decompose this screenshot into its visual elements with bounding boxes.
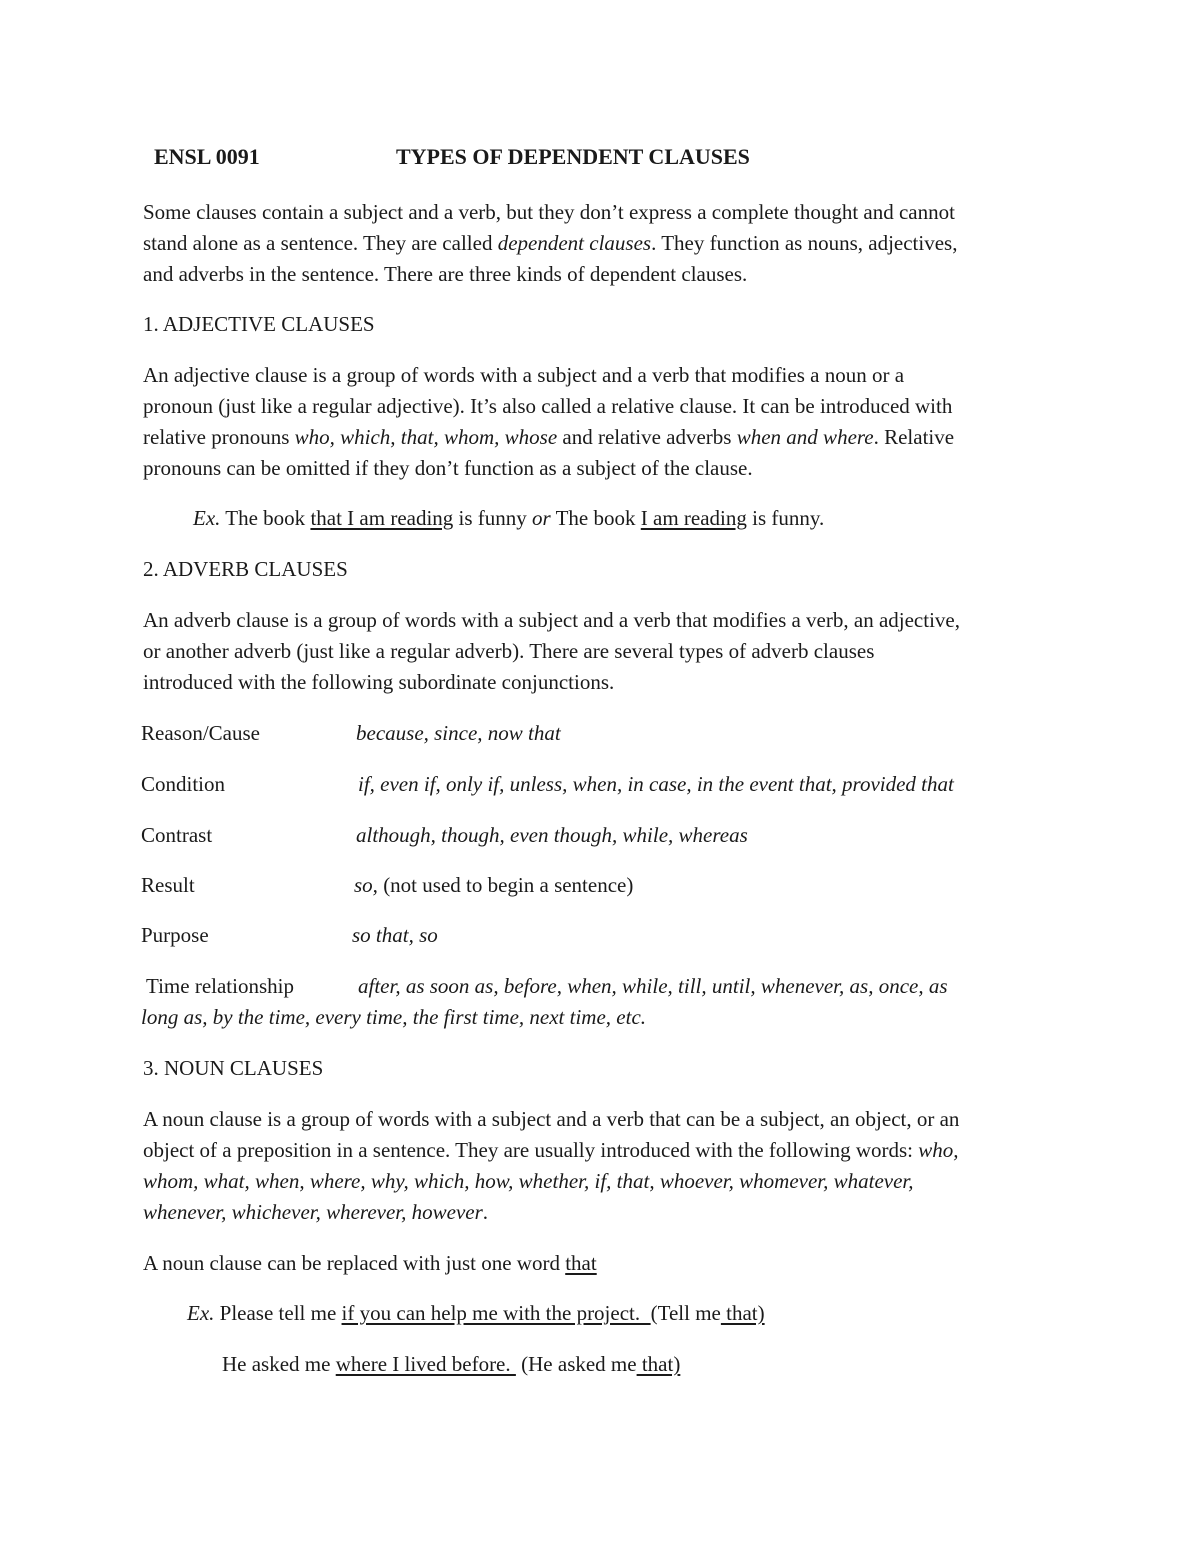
noun-example-1 [187,1298,765,1329]
example-replacement: that) [636,1352,681,1376]
noun-paragraph [143,1104,1063,1228]
conjunction-list: because, since, now that [356,721,561,745]
paragraph-line: A noun clause can be replaced with just one word [143,1251,566,1275]
paragraph-line: and relative adverbs [557,425,737,449]
paragraph-line: . Relative [873,425,955,449]
example-text: The book [220,506,311,530]
example-label: Ex. [187,1301,215,1325]
paragraph-line: . [482,1200,489,1224]
page-title: TYPES OF DEPENDENT CLAUSES [396,144,750,169]
example-text: (Tell me [650,1301,721,1325]
conjunction-list [354,870,633,901]
paragraph-line: relative pronouns [143,425,295,449]
relative-adverbs: when and where [736,425,874,449]
page-header [154,141,750,172]
noun-example-2 [222,1349,680,1380]
conjunction-type: Result [141,873,195,897]
example-replacement: that) [720,1301,765,1325]
paragraph-line: pronouns can be omitted if they don’t function as a subject of the clause. [143,456,753,480]
conjunction-type: Purpose [141,923,209,947]
example-text: (He asked me [515,1352,637,1376]
adverb-paragraph [143,605,1063,698]
relative-pronouns: who, which, that, whom, whose [294,425,558,449]
noun-replace-line [143,1248,597,1279]
intro-line: and adverbs in the sentence. There are three kinds of dependent clauses. [143,262,748,286]
section-heading-adjective: 1. ADJECTIVE CLAUSES [143,312,375,336]
example-text: The book [550,506,641,530]
conjunction-type: Time relationship [146,974,294,998]
replacement-word: that [565,1251,597,1275]
adjective-paragraph [143,360,1063,484]
example-clause: I am reading [640,506,747,530]
adjective-example [193,503,824,534]
conjunction-list: although, though, even though, while, whereas [356,823,748,847]
noun-clause-words: whom, what, when, where, why, which, how, whether, if, that, whoever, whomever, whatever, [143,1169,914,1193]
example-text: is funny. [746,506,825,530]
noun-clause-words: who, [918,1138,959,1162]
intro-paragraph [143,197,1063,290]
conjunction-list-continued: long as, by the time, every time, the first time, next time, etc. [141,1005,647,1029]
paragraph-line: or another adverb (just like a regular adverb). There are several types of adverb clauses [143,639,875,663]
section-heading-noun: 3. NOUN CLAUSES [143,1056,324,1080]
example-text: Please tell me [214,1301,342,1325]
course-code: ENSL 0091 [154,144,260,169]
paragraph-line: A noun clause is a group of words with a subject and a verb that can be a subject, an object, or an [143,1107,960,1131]
conjunction-list: so that, so [352,923,438,947]
conjunction-list: if, even if, only if, unless, when, in case, in the event that, provided that [358,772,954,796]
conjunction-note: (not used to begin a sentence) [377,873,634,897]
intro-line: . They function as nouns, adjectives, [651,231,958,255]
section-heading-adverb: 2. ADVERB CLAUSES [143,557,348,581]
example-or: or [532,506,551,530]
intro-line: stand alone as a sentence. They are called [143,231,498,255]
conjunction-type: Reason/Cause [141,721,260,745]
example-clause: if you can help me with the project. [341,1301,651,1325]
paragraph-line: An adverb clause is a group of words with a subject and a verb that modifies a verb, an adjective, [143,608,960,632]
noun-clause-words: whenever, whichever, wherever, however [143,1200,483,1224]
example-text: is funny [453,506,533,530]
conjunction-type: Contrast [141,823,213,847]
example-clause: where I lived before. [335,1352,516,1376]
conjunction-word: so, [354,873,378,897]
example-clause: that I am reading [310,506,454,530]
conjunction-type: Condition [141,772,226,796]
term-dependent-clauses: dependent clauses [497,231,652,255]
example-label: Ex. [193,506,221,530]
example-text: He asked me [222,1352,336,1376]
paragraph-line: An adjective clause is a group of words with a subject and a verb that modifies a noun or a [143,363,905,387]
conjunction-list: after, as soon as, before, when, while, till, until, whenever, as, once, as [358,974,948,998]
paragraph-line: object of a preposition in a sentence. They are usually introduced with the following words: [143,1138,919,1162]
paragraph-line: pronoun (just like a regular adjective). It’s also called a relative clause. It can be introduced with [143,394,953,418]
intro-line: Some clauses contain a subject and a verb, but they don’t express a complete thought and cannot [143,200,955,224]
paragraph-line: introduced with the following subordinate conjunctions. [143,670,615,694]
